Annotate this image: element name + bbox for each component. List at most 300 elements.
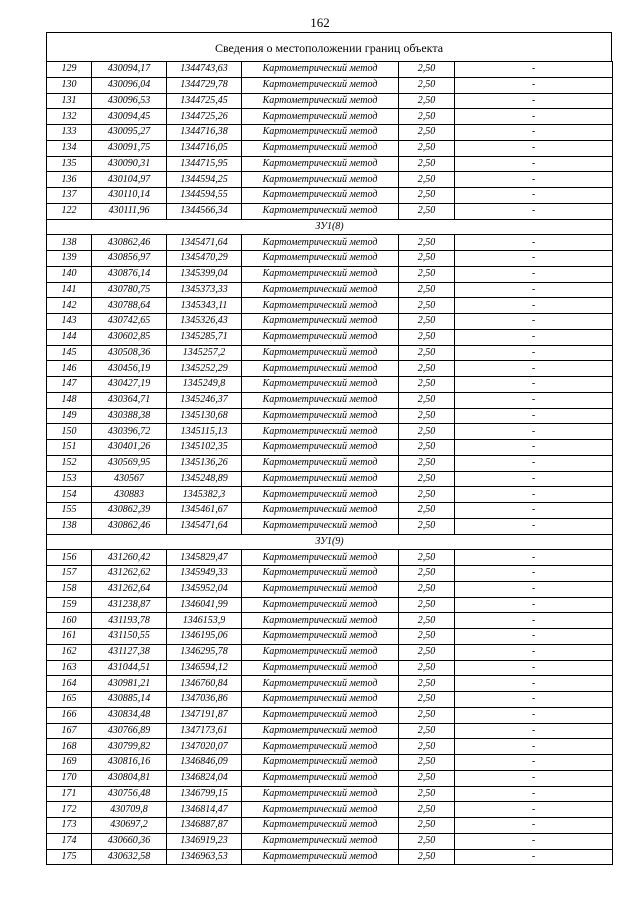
- table-row: [47, 723, 613, 739]
- table-row: [47, 235, 613, 251]
- method-cell: Картометрический метод: [242, 739, 399, 755]
- point-number-cell: 154: [47, 487, 92, 503]
- y-coordinate-cell: 1345382,3: [167, 487, 242, 503]
- y-coordinate-cell: 1345461,67: [167, 503, 242, 519]
- x-coordinate-cell: 430697,2: [92, 818, 167, 834]
- method-cell: Картометрический метод: [242, 125, 399, 141]
- y-coordinate-cell: 1347020,07: [167, 739, 242, 755]
- section-row: [47, 534, 613, 550]
- y-coordinate-cell: 1345115,13: [167, 424, 242, 440]
- y-coordinate-cell: 1345249,8: [167, 377, 242, 393]
- y-coordinate-cell: 1344743,63: [167, 62, 242, 78]
- description-cell: -: [455, 613, 613, 629]
- y-coordinate-cell: 1345252,29: [167, 361, 242, 377]
- y-coordinate-cell: 1345471,64: [167, 518, 242, 534]
- method-cell: Картометрический метод: [242, 62, 399, 78]
- method-cell: Картометрический метод: [242, 550, 399, 566]
- table-row: [47, 109, 613, 125]
- point-number-cell: 145: [47, 345, 92, 361]
- description-cell: -: [455, 487, 613, 503]
- accuracy-cell: 2,50: [399, 109, 455, 125]
- y-coordinate-cell: 1346295,78: [167, 644, 242, 660]
- y-coordinate-cell: 1345470,29: [167, 251, 242, 267]
- description-cell: -: [455, 188, 613, 204]
- description-cell: -: [455, 692, 613, 708]
- y-coordinate-cell: 1345130,68: [167, 408, 242, 424]
- point-number-cell: 171: [47, 786, 92, 802]
- y-coordinate-cell: 1346887,87: [167, 818, 242, 834]
- x-coordinate-cell: 430862,39: [92, 503, 167, 519]
- x-coordinate-cell: 430885,14: [92, 692, 167, 708]
- x-coordinate-cell: 431238,87: [92, 597, 167, 613]
- x-coordinate-cell: 430780,75: [92, 282, 167, 298]
- x-coordinate-cell: 430104,97: [92, 172, 167, 188]
- description-cell: -: [455, 755, 613, 771]
- method-cell: Картометрический метод: [242, 833, 399, 849]
- y-coordinate-cell: 1344725,26: [167, 109, 242, 125]
- y-coordinate-cell: 1345952,04: [167, 581, 242, 597]
- point-number-cell: 122: [47, 203, 92, 219]
- description-cell: -: [455, 203, 613, 219]
- table-row: [47, 424, 613, 440]
- x-coordinate-cell: 430632,58: [92, 849, 167, 865]
- method-cell: Картометрический метод: [242, 707, 399, 723]
- accuracy-cell: 2,50: [399, 566, 455, 582]
- y-coordinate-cell: 1346594,12: [167, 660, 242, 676]
- accuracy-cell: 2,50: [399, 345, 455, 361]
- description-cell: -: [455, 109, 613, 125]
- description-cell: -: [455, 770, 613, 786]
- point-number-cell: 149: [47, 408, 92, 424]
- method-cell: Картометрический метод: [242, 581, 399, 597]
- y-coordinate-cell: 1345373,33: [167, 282, 242, 298]
- description-cell: -: [455, 581, 613, 597]
- table-row: [47, 581, 613, 597]
- y-coordinate-cell: 1345399,04: [167, 266, 242, 282]
- point-number-cell: 173: [47, 818, 92, 834]
- accuracy-cell: 2,50: [399, 408, 455, 424]
- method-cell: Картометрический метод: [242, 629, 399, 645]
- x-coordinate-cell: 430364,71: [92, 392, 167, 408]
- method-cell: Картометрический метод: [242, 314, 399, 330]
- accuracy-cell: 2,50: [399, 739, 455, 755]
- method-cell: Картометрический метод: [242, 77, 399, 93]
- accuracy-cell: 2,50: [399, 203, 455, 219]
- table-row: [47, 613, 613, 629]
- y-coordinate-cell: 1346824,04: [167, 770, 242, 786]
- description-cell: -: [455, 156, 613, 172]
- method-cell: Картометрический метод: [242, 203, 399, 219]
- y-coordinate-cell: 1345343,11: [167, 298, 242, 314]
- method-cell: Картометрический метод: [242, 345, 399, 361]
- table-row: [47, 849, 613, 865]
- x-coordinate-cell: 430095,27: [92, 125, 167, 141]
- accuracy-cell: 2,50: [399, 660, 455, 676]
- table-row: [47, 487, 613, 503]
- description-cell: -: [455, 550, 613, 566]
- table-row: [47, 314, 613, 330]
- method-cell: Картометрический метод: [242, 692, 399, 708]
- point-number-cell: 167: [47, 723, 92, 739]
- point-number-cell: 148: [47, 392, 92, 408]
- table-row: [47, 566, 613, 582]
- method-cell: Картометрический метод: [242, 660, 399, 676]
- table-row: [47, 739, 613, 755]
- y-coordinate-cell: 1345248,89: [167, 471, 242, 487]
- accuracy-cell: 2,50: [399, 849, 455, 865]
- table-row: [47, 125, 613, 141]
- method-cell: Картометрический метод: [242, 172, 399, 188]
- accuracy-cell: 2,50: [399, 802, 455, 818]
- y-coordinate-cell: 1347173,61: [167, 723, 242, 739]
- y-coordinate-cell: 1345285,71: [167, 329, 242, 345]
- x-coordinate-cell: 430096,53: [92, 93, 167, 109]
- method-cell: Картометрический метод: [242, 770, 399, 786]
- accuracy-cell: 2,50: [399, 377, 455, 393]
- table-row: [47, 550, 613, 566]
- description-cell: -: [455, 140, 613, 156]
- accuracy-cell: 2,50: [399, 550, 455, 566]
- point-number-cell: 164: [47, 676, 92, 692]
- x-coordinate-cell: 430660,36: [92, 833, 167, 849]
- x-coordinate-cell: 430090,31: [92, 156, 167, 172]
- accuracy-cell: 2,50: [399, 629, 455, 645]
- section-label: ЗУ1(8): [47, 219, 613, 235]
- x-coordinate-cell: 430804,81: [92, 770, 167, 786]
- description-cell: -: [455, 503, 613, 519]
- x-coordinate-cell: 431260,42: [92, 550, 167, 566]
- accuracy-cell: 2,50: [399, 140, 455, 156]
- point-number-cell: 150: [47, 424, 92, 440]
- x-coordinate-cell: 430742,65: [92, 314, 167, 330]
- description-cell: -: [455, 440, 613, 456]
- point-number-cell: 166: [47, 707, 92, 723]
- accuracy-cell: 2,50: [399, 786, 455, 802]
- point-number-cell: 161: [47, 629, 92, 645]
- description-cell: -: [455, 251, 613, 267]
- method-cell: Картометрический метод: [242, 440, 399, 456]
- method-cell: Картометрический метод: [242, 377, 399, 393]
- point-number-cell: 146: [47, 361, 92, 377]
- method-cell: Картометрический метод: [242, 597, 399, 613]
- table-row: [47, 77, 613, 93]
- description-cell: -: [455, 802, 613, 818]
- description-cell: -: [455, 377, 613, 393]
- y-coordinate-cell: 1346799,15: [167, 786, 242, 802]
- y-coordinate-cell: 1344716,38: [167, 125, 242, 141]
- point-number-cell: 160: [47, 613, 92, 629]
- method-cell: Картометрический метод: [242, 251, 399, 267]
- x-coordinate-cell: 430981,21: [92, 676, 167, 692]
- table-row: [47, 676, 613, 692]
- method-cell: Картометрический метод: [242, 424, 399, 440]
- method-cell: Картометрический метод: [242, 455, 399, 471]
- description-cell: -: [455, 597, 613, 613]
- description-cell: -: [455, 235, 613, 251]
- point-number-cell: 174: [47, 833, 92, 849]
- x-coordinate-cell: 430856,97: [92, 251, 167, 267]
- method-cell: Картометрический метод: [242, 676, 399, 692]
- x-coordinate-cell: 430401,26: [92, 440, 167, 456]
- y-coordinate-cell: 1346041,99: [167, 597, 242, 613]
- description-cell: -: [455, 125, 613, 141]
- description-cell: -: [455, 314, 613, 330]
- method-cell: Картометрический метод: [242, 361, 399, 377]
- y-coordinate-cell: 1346919,23: [167, 833, 242, 849]
- y-coordinate-cell: 1347036,86: [167, 692, 242, 708]
- accuracy-cell: 2,50: [399, 77, 455, 93]
- accuracy-cell: 2,50: [399, 755, 455, 771]
- description-cell: -: [455, 644, 613, 660]
- description-cell: -: [455, 298, 613, 314]
- method-cell: Картометрический метод: [242, 408, 399, 424]
- method-cell: Картометрический метод: [242, 503, 399, 519]
- coordinates-table-body: [47, 62, 613, 865]
- y-coordinate-cell: 1346814,47: [167, 802, 242, 818]
- method-cell: Картометрический метод: [242, 802, 399, 818]
- method-cell: Картометрический метод: [242, 755, 399, 771]
- x-coordinate-cell: 431044,51: [92, 660, 167, 676]
- description-cell: -: [455, 345, 613, 361]
- description-cell: -: [455, 518, 613, 534]
- accuracy-cell: 2,50: [399, 172, 455, 188]
- table-row: [47, 345, 613, 361]
- x-coordinate-cell: 430788,64: [92, 298, 167, 314]
- table-row: [47, 140, 613, 156]
- table-row: [47, 818, 613, 834]
- y-coordinate-cell: 1344594,55: [167, 188, 242, 204]
- point-number-cell: 137: [47, 188, 92, 204]
- accuracy-cell: 2,50: [399, 93, 455, 109]
- method-cell: Картометрический метод: [242, 188, 399, 204]
- point-number-cell: 138: [47, 235, 92, 251]
- table-row: [47, 266, 613, 282]
- table-row: [47, 251, 613, 267]
- description-cell: -: [455, 172, 613, 188]
- page-number: 162: [310, 15, 330, 30]
- point-number-cell: 155: [47, 503, 92, 519]
- accuracy-cell: 2,50: [399, 503, 455, 519]
- point-number-cell: 132: [47, 109, 92, 125]
- method-cell: Картометрический метод: [242, 140, 399, 156]
- y-coordinate-cell: 1345102,35: [167, 440, 242, 456]
- section-row: [47, 219, 613, 235]
- description-cell: -: [455, 408, 613, 424]
- table-row: [47, 660, 613, 676]
- x-coordinate-cell: 430567: [92, 471, 167, 487]
- point-number-cell: 157: [47, 566, 92, 582]
- y-coordinate-cell: 1345136,26: [167, 455, 242, 471]
- description-cell: -: [455, 676, 613, 692]
- x-coordinate-cell: 430427,19: [92, 377, 167, 393]
- table-row: [47, 156, 613, 172]
- x-coordinate-cell: 430508,36: [92, 345, 167, 361]
- table-row: [47, 597, 613, 613]
- description-cell: -: [455, 329, 613, 345]
- method-cell: Картометрический метод: [242, 156, 399, 172]
- x-coordinate-cell: 430110,14: [92, 188, 167, 204]
- x-coordinate-cell: 430094,45: [92, 109, 167, 125]
- accuracy-cell: 2,50: [399, 251, 455, 267]
- table-row: [47, 282, 613, 298]
- x-coordinate-cell: 430876,14: [92, 266, 167, 282]
- method-cell: Картометрический метод: [242, 235, 399, 251]
- accuracy-cell: 2,50: [399, 707, 455, 723]
- method-cell: Картометрический метод: [242, 818, 399, 834]
- table-row: [47, 93, 613, 109]
- point-number-cell: 152: [47, 455, 92, 471]
- point-number-cell: 130: [47, 77, 92, 93]
- y-coordinate-cell: 1345257,2: [167, 345, 242, 361]
- method-cell: Картометрический метод: [242, 723, 399, 739]
- table-row: [47, 503, 613, 519]
- x-coordinate-cell: 430456,19: [92, 361, 167, 377]
- y-coordinate-cell: 1346963,53: [167, 849, 242, 865]
- point-number-cell: 163: [47, 660, 92, 676]
- table-row: [47, 440, 613, 456]
- y-coordinate-cell: 1347191,87: [167, 707, 242, 723]
- boundary-sheet: [46, 32, 612, 865]
- accuracy-cell: 2,50: [399, 266, 455, 282]
- method-cell: Картометрический метод: [242, 298, 399, 314]
- x-coordinate-cell: 430096,04: [92, 77, 167, 93]
- x-coordinate-cell: 430834,48: [92, 707, 167, 723]
- x-coordinate-cell: 431193,78: [92, 613, 167, 629]
- accuracy-cell: 2,50: [399, 833, 455, 849]
- point-number-cell: 168: [47, 739, 92, 755]
- x-coordinate-cell: 430111,96: [92, 203, 167, 219]
- section-label: ЗУ1(9): [47, 534, 613, 550]
- point-number-cell: 158: [47, 581, 92, 597]
- x-coordinate-cell: 430862,46: [92, 518, 167, 534]
- description-cell: -: [455, 566, 613, 582]
- coordinates-table: [46, 61, 613, 865]
- description-cell: -: [455, 93, 613, 109]
- x-coordinate-cell: 430756,48: [92, 786, 167, 802]
- accuracy-cell: 2,50: [399, 125, 455, 141]
- table-row: [47, 833, 613, 849]
- point-number-cell: 141: [47, 282, 92, 298]
- point-number-cell: 169: [47, 755, 92, 771]
- point-number-cell: 162: [47, 644, 92, 660]
- table-row: [47, 455, 613, 471]
- point-number-cell: 175: [47, 849, 92, 865]
- y-coordinate-cell: 1344715,95: [167, 156, 242, 172]
- y-coordinate-cell: 1346846,09: [167, 755, 242, 771]
- accuracy-cell: 2,50: [399, 692, 455, 708]
- x-coordinate-cell: 430766,89: [92, 723, 167, 739]
- table-row: [47, 770, 613, 786]
- description-cell: -: [455, 424, 613, 440]
- y-coordinate-cell: 1345829,47: [167, 550, 242, 566]
- method-cell: Картометрический метод: [242, 613, 399, 629]
- accuracy-cell: 2,50: [399, 156, 455, 172]
- table-row: [47, 755, 613, 771]
- method-cell: Картометрический метод: [242, 849, 399, 865]
- description-cell: -: [455, 849, 613, 865]
- table-row: [47, 361, 613, 377]
- point-number-cell: 165: [47, 692, 92, 708]
- description-cell: -: [455, 62, 613, 78]
- method-cell: Картометрический метод: [242, 392, 399, 408]
- accuracy-cell: 2,50: [399, 392, 455, 408]
- x-coordinate-cell: 430709,8: [92, 802, 167, 818]
- accuracy-cell: 2,50: [399, 235, 455, 251]
- y-coordinate-cell: 1344725,45: [167, 93, 242, 109]
- point-number-cell: 136: [47, 172, 92, 188]
- accuracy-cell: 2,50: [399, 329, 455, 345]
- table-row: [47, 802, 613, 818]
- x-coordinate-cell: 430862,46: [92, 235, 167, 251]
- x-coordinate-cell: 430094,17: [92, 62, 167, 78]
- accuracy-cell: 2,50: [399, 314, 455, 330]
- x-coordinate-cell: 431127,38: [92, 644, 167, 660]
- accuracy-cell: 2,50: [399, 298, 455, 314]
- table-row: [47, 62, 613, 78]
- point-number-cell: 156: [47, 550, 92, 566]
- description-cell: -: [455, 471, 613, 487]
- method-cell: Картометрический метод: [242, 487, 399, 503]
- y-coordinate-cell: 1344716,05: [167, 140, 242, 156]
- description-cell: -: [455, 707, 613, 723]
- x-coordinate-cell: 430602,85: [92, 329, 167, 345]
- y-coordinate-cell: 1346195,06: [167, 629, 242, 645]
- point-number-cell: 140: [47, 266, 92, 282]
- accuracy-cell: 2,50: [399, 723, 455, 739]
- x-coordinate-cell: 431262,64: [92, 581, 167, 597]
- description-cell: -: [455, 266, 613, 282]
- accuracy-cell: 2,50: [399, 188, 455, 204]
- accuracy-cell: 2,50: [399, 424, 455, 440]
- accuracy-cell: 2,50: [399, 440, 455, 456]
- accuracy-cell: 2,50: [399, 676, 455, 692]
- point-number-cell: 159: [47, 597, 92, 613]
- description-cell: -: [455, 786, 613, 802]
- y-coordinate-cell: 1345326,43: [167, 314, 242, 330]
- description-cell: -: [455, 818, 613, 834]
- point-number-cell: 172: [47, 802, 92, 818]
- table-row: [47, 786, 613, 802]
- table-row: [47, 203, 613, 219]
- method-cell: Картометрический метод: [242, 266, 399, 282]
- x-coordinate-cell: 431150,55: [92, 629, 167, 645]
- method-cell: Картометрический метод: [242, 518, 399, 534]
- point-number-cell: 144: [47, 329, 92, 345]
- point-number-cell: 134: [47, 140, 92, 156]
- description-cell: -: [455, 455, 613, 471]
- y-coordinate-cell: 1344729,78: [167, 77, 242, 93]
- description-cell: -: [455, 723, 613, 739]
- x-coordinate-cell: 430091,75: [92, 140, 167, 156]
- point-number-cell: 135: [47, 156, 92, 172]
- point-number-cell: 131: [47, 93, 92, 109]
- table-row: [47, 707, 613, 723]
- x-coordinate-cell: 430396,72: [92, 424, 167, 440]
- point-number-cell: 151: [47, 440, 92, 456]
- x-coordinate-cell: 430883: [92, 487, 167, 503]
- x-coordinate-cell: 430816,16: [92, 755, 167, 771]
- y-coordinate-cell: 1344566,34: [167, 203, 242, 219]
- table-title: Сведения о местоположении границ объекта: [46, 32, 612, 61]
- accuracy-cell: 2,50: [399, 471, 455, 487]
- accuracy-cell: 2,50: [399, 62, 455, 78]
- description-cell: -: [455, 833, 613, 849]
- point-number-cell: 133: [47, 125, 92, 141]
- description-cell: -: [455, 361, 613, 377]
- description-cell: -: [455, 629, 613, 645]
- table-row: [47, 644, 613, 660]
- point-number-cell: 139: [47, 251, 92, 267]
